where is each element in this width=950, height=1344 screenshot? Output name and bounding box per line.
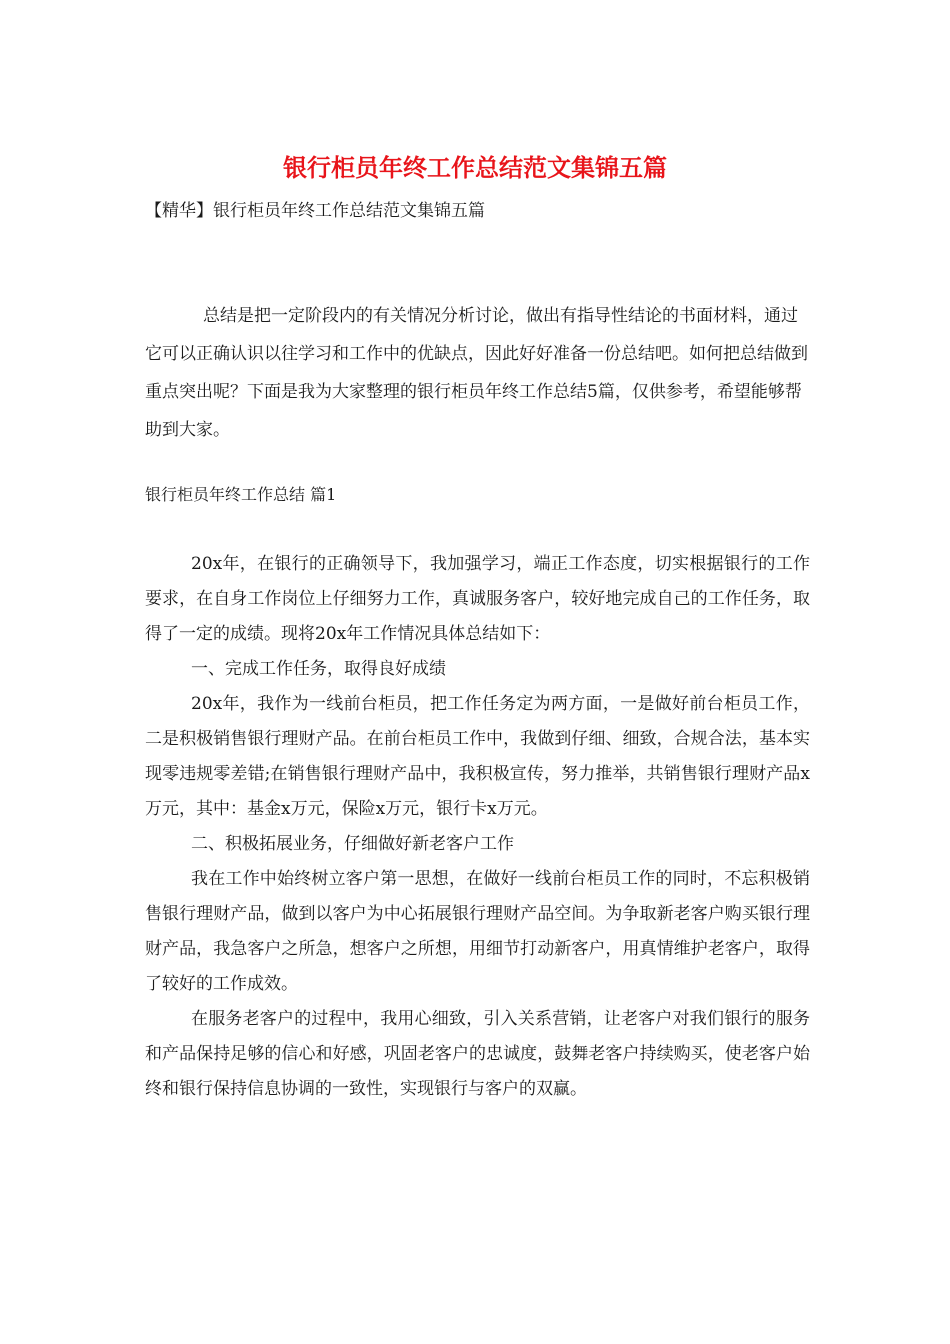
document-title: 银行柜员年终工作总结范文集锦五篇: [283, 153, 667, 182]
intro-paragraph: 总结是把一定阶段内的有关情况分析讨论，做出有指导性结论的书面材料，通过它可以正确认识以往学习和工作中的优缺点，因此好好准备一份总结吧。如何把总结做到重点突出呢？下面是我为大家整理的银行柜员年终工作总结5篇，仅供参考，希望能够帮助到大家。: [145, 306, 808, 440]
subheading-two: 二、积极拓展业务，仔细做好新老客户工作: [191, 834, 514, 854]
paragraph: 20x年，在银行的正确领导下，我加强学习，端正工作态度，切实根据银行的工作要求，在自身工作岗位上仔细努力工作，真诚服务客户，较好地完成自己的工作任务，取得了一定的成绩。现将20x年工作情况具体总结如下：: [145, 554, 810, 644]
paragraph: 20x年，我作为一线前台柜员，把工作任务定为两方面，一是做好前台柜员工作，二是积极销售银行理财产品。在前台柜员工作中，我做到仔细、细致，合规合法，基本实现零违规零差错;在销售银行理财产品中，我积极宣传，努力推举，共销售银行理财产品x万元，其中：基金x万元，保险x万元，银行卡x万元。: [145, 694, 810, 819]
document-subtitle: 【精华】银行柜员年终工作总结范文集锦五篇: [145, 201, 485, 221]
paragraph: 在服务老客户的过程中，我用心细致，引入关系营销，让老客户对我们银行的服务和产品保持足够的信心和好感，巩固老客户的忠诚度，鼓舞老客户持续购买，使老客户始终和银行保持信息协调的一致性，实现银行与客户的双赢。: [145, 1009, 810, 1099]
subheading-one: 一、完成工作任务，取得良好成绩: [191, 659, 446, 679]
paragraph: 我在工作中始终树立客户第一思想，在做好一线前台柜员工作的同时，不忘积极销售银行理财产品，做到以客户为中心拓展银行理财产品空间。为争取新老客户购买银行理财产品，我急客户之所急，想客户之所想，用细节打动新客户，用真情维护老客户，取得了较好的工作成效。: [145, 869, 810, 994]
section-content: [145, 547, 810, 1107]
section-heading: 银行柜员年终工作总结 篇1: [145, 485, 337, 504]
